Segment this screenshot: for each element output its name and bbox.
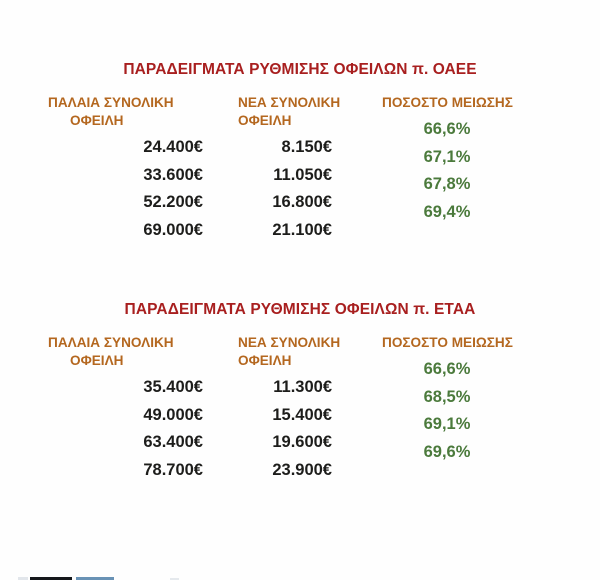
table-cell: 66,6%	[423, 360, 471, 379]
table-cell: 69,6%	[423, 442, 471, 461]
column-header-reduction-percent	[382, 334, 540, 352]
column-values-reduction-percent	[382, 116, 540, 226]
column-header-line2: ΟΦΕΙΛΗ	[70, 113, 124, 129]
table-title-oaee: ΠΑΡΑΔΕΙΓΜΑΤΑ ΡΥΘΜΙΣΗΣ ΟΦΕΙΛΩΝ π. ΟΑΕΕ	[123, 61, 477, 78]
column-new-total-debt-oaee	[238, 94, 360, 244]
table-cell: 67,1%	[423, 147, 471, 166]
table-cell: 63.400€	[143, 433, 203, 452]
column-reduction-percent-oaee	[382, 94, 540, 226]
table-cell: 33.600€	[143, 165, 203, 184]
cropped-logo-sliver	[18, 572, 188, 580]
table-cell: 35.400€	[143, 378, 203, 397]
column-header-reduction-percent	[382, 94, 540, 112]
table-cell: 19.600€	[272, 433, 332, 452]
column-header-old-total-debt	[48, 334, 203, 370]
column-header-old-total-debt	[48, 94, 203, 130]
table-cell: 11.050€	[273, 165, 332, 184]
table-cell: 11.300€	[273, 378, 332, 397]
column-values-new-total-debt	[238, 134, 360, 244]
table-cell: 8.150€	[281, 138, 332, 157]
table-cell: 68,5%	[423, 387, 471, 406]
table-cell: 52.200€	[143, 193, 203, 212]
column-reduction-percent-etaa	[382, 334, 540, 466]
column-header-line2: ΟΦΕΙΛΗ	[70, 353, 124, 369]
column-header-line2: ΟΦΕΙΛΗ	[238, 353, 292, 369]
column-header-new-total-debt	[238, 334, 360, 370]
table-cell: 66,6%	[423, 120, 471, 139]
column-header-line1: ΠΑΛΑΙΑ ΣΥΝΟΛΙΚΗ	[48, 95, 174, 111]
table-cell: 69,1%	[423, 415, 471, 434]
table-cell: 78.700€	[143, 460, 203, 479]
table-cell: 24.400€	[143, 138, 203, 157]
table-cell: 69,4%	[423, 202, 471, 221]
table-cell: 15.400€	[272, 405, 332, 424]
table-cell: 16.800€	[272, 193, 332, 212]
column-header-line1: ΠΟΣΟΣΤΟ ΜΕΙΩΣΗΣ	[382, 335, 513, 351]
column-old-total-debt-oaee	[48, 94, 203, 244]
column-header-new-total-debt	[238, 94, 360, 130]
column-values-new-total-debt	[238, 374, 360, 484]
column-old-total-debt-etaa	[48, 334, 203, 484]
table-cell: 49.000€	[143, 405, 203, 424]
column-values-reduction-percent	[382, 356, 540, 466]
table-cell: 69.000€	[143, 220, 203, 239]
column-header-line2: ΟΦΕΙΛΗ	[238, 113, 292, 129]
table-cell: 67,8%	[423, 175, 471, 194]
table-section-oaee	[0, 60, 600, 239]
column-header-line1: ΠΑΛΑΙΑ ΣΥΝΟΛΙΚΗ	[48, 335, 174, 351]
column-values-old-total-debt	[48, 134, 203, 244]
column-header-line1: ΝΕΑ ΣΥΝΟΛΙΚΗ	[238, 335, 341, 351]
table-cell: 21.100€	[272, 220, 332, 239]
column-header-line1: ΠΟΣΟΣΤΟ ΜΕΙΩΣΗΣ	[382, 95, 513, 111]
table-title-etaa: ΠΑΡΑΔΕΙΓΜΑΤΑ ΡΥΘΜΙΣΗΣ ΟΦΕΙΛΩΝ π. ΕΤΑΑ	[124, 301, 476, 318]
column-values-old-total-debt	[48, 374, 203, 484]
column-header-line1: ΝΕΑ ΣΥΝΟΛΙΚΗ	[238, 95, 341, 111]
table-cell: 23.900€	[272, 460, 332, 479]
column-new-total-debt-etaa	[238, 334, 360, 484]
table-section-etaa	[0, 300, 600, 479]
